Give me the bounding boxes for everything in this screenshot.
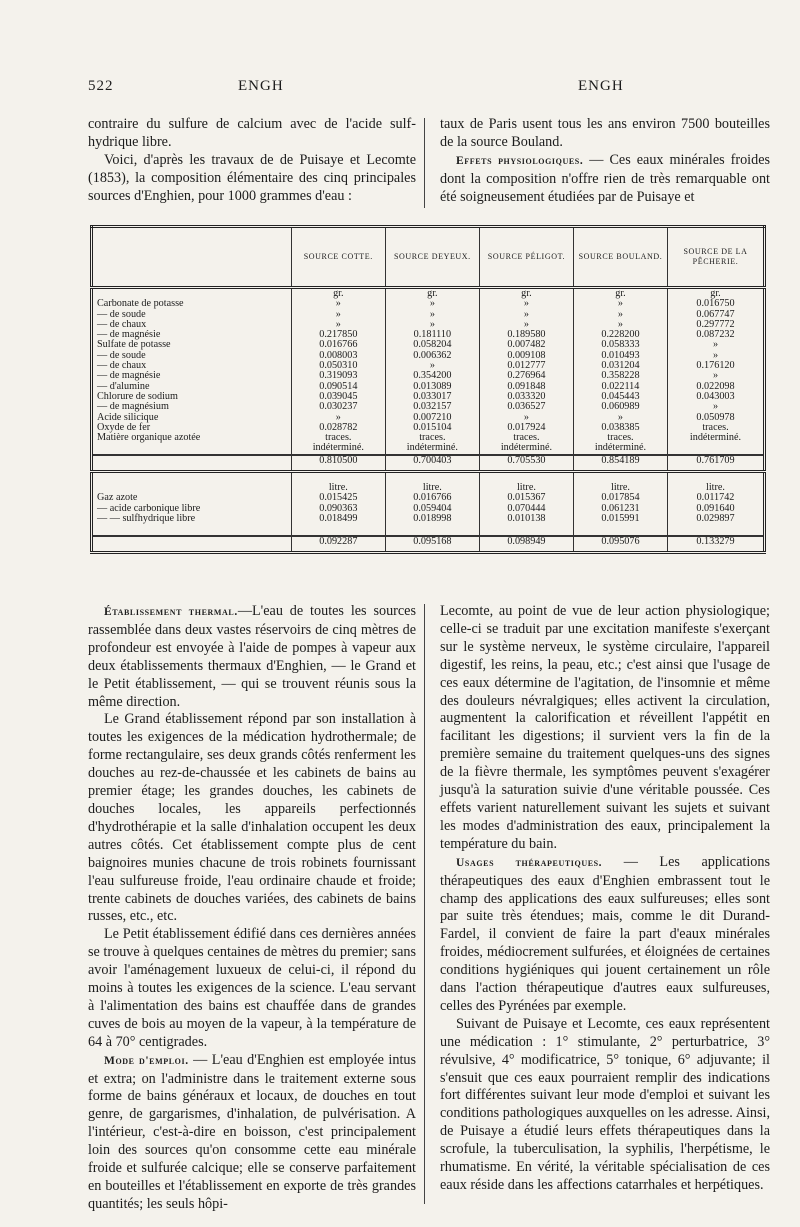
intro-left [88,116,416,206]
intro-para-1: contraire du sulfure de calcium avec de l'acide sulf-hydrique libre. [88,116,416,150]
total-1-bouland: 0.854189 [573,455,667,472]
table-header-blank [92,227,292,288]
intro-right [440,116,770,207]
row-labels-minerals: Carbonate de potasse — de soude — de chaux — de magnésie Sulfate de potasse — de soude — de chaux — de magnésie — d'alumine Chlorure de sodium — de magnésium Acide silicique Oxyde de fer Matière organique azotée [92,288,292,455]
body-right [440,603,770,1195]
para-grand: Le Grand établissement répond par son installation à toutes les exigences de la médication hydrothermale; de forme rectangulaire, ses deux grands côtés renferment les douches au rez-de-chaussée et les cabinets de bains au premier étage; les grandes douches, les cabinets de douches locales, les appareils perfectionnés d'hydrothérapie et la salle d'inhalation occupent les deux autres côtés. Cet établissement compte plus de cent baignoires munies chacune de trois robinets fournissant l'eau sulfureuse froide, l'eau ordinaire chaude et froide; trente cabinets de douches variées, des cabinets de bains russes, etc., etc. [88,711,416,925]
section-heading-effects: Effets physiologiques. [456,154,584,167]
para-effets: Lecomte, au point de vue de leur action physiologique; celle-ci se traduit par une excitation manifeste s'exerçant sur le système nerveux, le système circulaire, l'appareil digestif, les reins, la peau, etc.; c'est ainsi que l'usage de ces eaux détermine de l'agitation, de l'insomnie et même des douleurs névralgiques; elles activent la circulation, augmentent la calorification et réveillent l'appétit en facilitant les digestions; il survient vers la fin de la première semaine du traitement quelques-uns des signes de la fièvre thermale, les symptômes peuvent s'exagérer jusqu'à la saturation suivie d'une véritable poussée. Ces effets varient naturellement suivant les sujets et suivant les modes d'administration des eaux, principalement la température du bain. [440,603,770,852]
table-header-cotte: SOURCE COTTE. [291,227,385,288]
total-1-peligot: 0.705530 [479,455,573,472]
para-suivant: Suivant de Puisaye et Lecomte, ces eaux représentent une médication : 1° stimulante, 2° perturbatrice, 3° révulsive, 4° modificatrice, 5° tonique, 6° adjuvante; il s'ensuit que ces eaux pourraient remplir des indications fort différentes suivant leur mode d'emploi et suivant les conditions pathologiques auxquelles on les adresse. Ainsi, de Puisaye a étudié leurs effets thérapeutiques dans la scrofule, la tuberculisation, la syphilis, l'herpétisme, le rhumatisme. En vérité, la véritable spécialisation de ces eaux réside dans les affections catarrhales et herpétiques. [440,1015,770,1193]
running-title-left: ENGH [238,78,284,94]
table-header-bouland: SOURCE BOULAND. [573,227,667,288]
gas-cotte: litre. 0.015425 0.090363 0.018499 [291,471,385,535]
values-peligot: gr. » » » 0.189580 0.007482 0.009108 0.012777 0.276964 0.091848 0.033320 0.036527 » 0.017924 traces. indéterminé. [479,288,573,455]
body-left [88,603,416,1214]
values-bouland: gr. » » » 0.228200 0.058333 0.010493 0.031204 0.358228 0.022114 0.045443 0.060989 » 0.038385 traces. indéterminé. [573,288,667,455]
running-title-right: ENGH [578,78,624,94]
para-mode: Mode d'emploi. — L'eau d'Enghien est employée intus et extra; on l'administre dans le traitement externe sous forme de bains généraux et locaux, de douches en tout genre, de gargarismes, d'inhalation, de pulvérisation. A l'intérieur, c'est-à-dire en boisson, c'est principalement loin des sources qu'on consomme cette eau minérale froide et sulfurée calcique; elle se conserve parfaitement en bouteilles et l'établissement en exporte de très grandes quantités; les seuls hôpi- [88,1051,417,1212]
section-heading-usages: Usages thérapeutiques. [456,856,603,869]
page-number: 522 [88,78,114,94]
gas-peligot: litre. 0.015367 0.070444 0.010138 [479,471,573,535]
values-deyeux: gr. » » » 0.181110 0.058204 0.006362 » 0.354200 0.013089 0.033017 0.032157 0.007210 0.015104 traces. indéterminé. [385,288,479,455]
values-pecherie: gr. 0.016750 0.067747 0.297772 0.087232 » » 0.176120 » 0.022098 0.043003 » 0.050978 traces. indéterminé. [689,288,742,444]
intro-para-2: Voici, d'après les travaux de de Puisaye et Lecomte (1853), la composition élémentaire des cinq principales sources d'Enghien, pour 1000 grammes d'eau : [88,151,416,204]
para-usages: Usages thérapeutiques. — Les applications thérapeutiques des eaux d'Enghien embrassent tout le champ des applications des eaux sulfureuses; elles sont par suite très étendues; mais, comme le dit Durand-Fardel, il convient de faire la part d'eaux minérales froides, médiocrement sulfurées, et éloignées de certaines conditions hygiéniques qui jouent certainement un rôle dans l'action thérapeutique d'autres eaux sulfureuses, celles des Pyrénées par exemple. [440,853,770,1014]
column-divider-top [424,118,425,208]
total-1-cotte: 0.810500 [291,455,385,472]
total-2-deyeux: 0.095168 [385,536,479,553]
section-heading-mode: Mode d'emploi. [104,1054,189,1067]
section-heading-etablissement: Établissement thermal. [104,606,238,618]
row-labels-gases: Gaz azote — acide carbonique libre — — sulfhydrique libre [92,471,292,535]
effects-intro-text: — Ces eaux minérales froides dont la composition n'offre rien de très remarquable ont été soigneusement étudiées par de Puisaye et [440,151,771,205]
table-header-pecherie: SOURCE DE LA PÊCHERIE. [667,227,764,288]
total-1-pecherie: 0.761709 [667,455,764,472]
column-divider-body [424,604,425,1204]
gas-deyeux: litre. 0.016766 0.059404 0.018998 [385,471,479,535]
gas-bouland: litre. 0.017854 0.061231 0.015991 [573,471,667,535]
total-2-peligot: 0.098949 [479,536,573,553]
running-header [0,78,800,102]
para-petit: Le Petit établissement édifié dans ces dernières années se trouve à quelques centaines de mètres du premier; sans avoir l'aménagement luxueux de celui-ci, il répond du moins à toutes les exigences de la science. L'eau servant à l'alimentation des bains est chauffée dans de grandes cuves de bois au moyen de la vapeur, à la température de 64 à 70° centigrades. [88,926,416,1050]
total-2-bouland: 0.095076 [573,536,667,553]
total-2-cotte: 0.092287 [291,536,385,553]
gas-pecherie: litre. 0.011742 0.091640 0.029897 [696,482,735,524]
total-2-pecherie: 0.133279 [667,536,764,553]
total-1-blank [92,455,292,472]
total-1-deyeux: 0.700403 [385,455,479,472]
intro-right-para-2 [440,152,770,207]
para-etablissement: Établissement thermal.—L'eau de toutes les sources rassemblée dans deux vastes réservoirs de cinq mètres de profondeur est envoyée à l'aide de pompes à vapeur aux deux établissements thermaux d'Enghien, — le Grand et le Petit établissement, — qui se trouvent réunis sous la même direction. [88,603,417,710]
table-header-deyeux: SOURCE DEYEUX. [385,227,479,288]
values-cotte: gr. » » » 0.217850 0.016766 0.008003 0.050310 0.319093 0.090514 0.039045 0.030237 » 0.028782 traces. indéterminé. [291,288,385,455]
composition-table [90,225,766,554]
total-2-blank [92,536,292,553]
table-header-peligot: SOURCE PÉLIGOT. [479,227,573,288]
intro-right-para-1: taux de Paris usent tous les ans environ 7500 bouteilles de la source Bouland. [440,116,770,150]
